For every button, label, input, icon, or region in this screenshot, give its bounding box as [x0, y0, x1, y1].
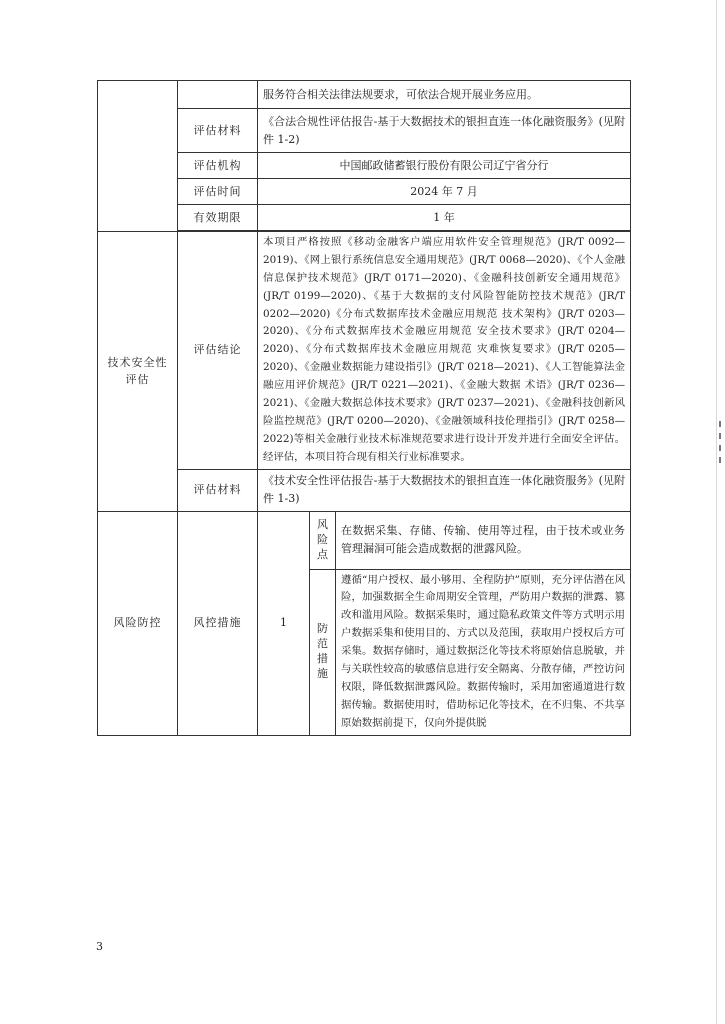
risk-index: 1: [258, 511, 310, 735]
table-row: [98, 232, 631, 470]
eval-material-label: 评估材料: [178, 109, 258, 153]
table-row: [98, 205, 631, 231]
compliance-section-cell: [98, 81, 178, 232]
prevention-label: 防范措施: [310, 569, 336, 735]
prevention-text: 遵循“用户授权、最小够用、全程防护”原则，充分评估潜在风险，加强数据全生命周期安全管理，严防用户数据的泄露、篡改和滥用风险。数据采集时，通过隐私政策文件等方式明示用户数据采集和使用目的、方式以及范围，获取用户授权后方可采集。数据存储时，通过数据泛化等技术将原始信息脱敏，并与关联性较高的敏感信息进行安全隔离、分散存储，严控访问权限，降低数据泄露风险。数据传输时，采用加密通道进行数据传输。数据使用时，借助标记化等技术，在不归集、不共享原始数据前提下，仅向外提供脱: [336, 569, 631, 735]
table-row: [98, 179, 631, 205]
empty-label-cell: [178, 81, 258, 109]
conclusion-text: 本项目严格按照《移动金融客户端应用软件安全管理规范》(JR/T 0092—2019)、《网上银行系统信息安全通用规范》(JR/T 0068—2020)、《个人金融信息保护技术规范》(JR/T 0171—2020)、《金融科技创新安全通用规范》(JR/T 0199—2020)、《基于大数据的支付风险智能防控技术规范》(JR/T 0202—2020)《分布式数据库技术金融应用规范 技术架构》(JR/T 0203—2020)、《分布式数据库技术金融应用规范 安全技术要求》(JR/T 0204—2020)、《分布式数据库技术金融应用规范 灾难恢复要求》(JR/T 0205—2020)、《金融业数据能力建设指引》(JR/T 0218—2021)、《人工智能算法金融应用评价规范》(JR/T 0221—2021)、《金融大数据 术语》(JR/T 0236—2021)、《金融大数据总体技术要求》(JR/T 0237—2021)、《金融科技创新风险监控规范》(JR/T 0200—2020)、《金融领域科技伦理指引》(JR/T 0258—2022)等相关金融行业技术标准规范要求进行设计开发并进行全面安全评估。经评估，本项目符合现有相关行业标准要求。: [258, 232, 631, 470]
tech-material-value: 《技术安全性评估报告-基于大数据技术的银担直连一体化融资服务》(见附件 1-3): [258, 469, 631, 511]
eval-material-value: 《合法合规性评估报告-基于大数据技术的银担直连一体化融资服务》(见附件 1-2): [258, 109, 631, 153]
eval-org-label: 评估机构: [178, 153, 258, 179]
table-row: [98, 469, 631, 511]
table-row: [98, 153, 631, 179]
eval-org-value: 中国邮政储蓄银行股份有限公司辽宁省分行: [258, 153, 631, 179]
assessment-table: [97, 80, 631, 736]
risk-measures-label: 风控措施: [178, 511, 258, 735]
tech-material-label: 评估材料: [178, 469, 258, 511]
table-row: [98, 81, 631, 109]
risk-point-label: 风险点: [310, 511, 336, 569]
scan-edge-marks: [717, 415, 723, 495]
risk-point-text: 在数据采集、存储、传输、使用等过程，由于技术或业务管理漏洞可能会造成数据的泄露风险。: [336, 511, 631, 569]
risk-section-label: 风险防控: [98, 511, 178, 735]
page-number: 3: [96, 940, 103, 953]
eval-time-value: 2024 年 7 月: [258, 179, 631, 205]
conclusion-label: 评估结论: [178, 232, 258, 470]
table-row: [98, 511, 631, 569]
scan-edge-line: [716, 0, 717, 1024]
table-row: [98, 109, 631, 153]
eval-time-label: 评估时间: [178, 179, 258, 205]
validity-label: 有效期限: [178, 205, 258, 231]
compliance-conclusion-tail: 服务符合相关法律法规要求，可依法合规开展业务应用。: [258, 81, 631, 109]
validity-value: 1 年: [258, 205, 631, 231]
tech-security-section-label: 技术安全性评估: [98, 232, 178, 512]
